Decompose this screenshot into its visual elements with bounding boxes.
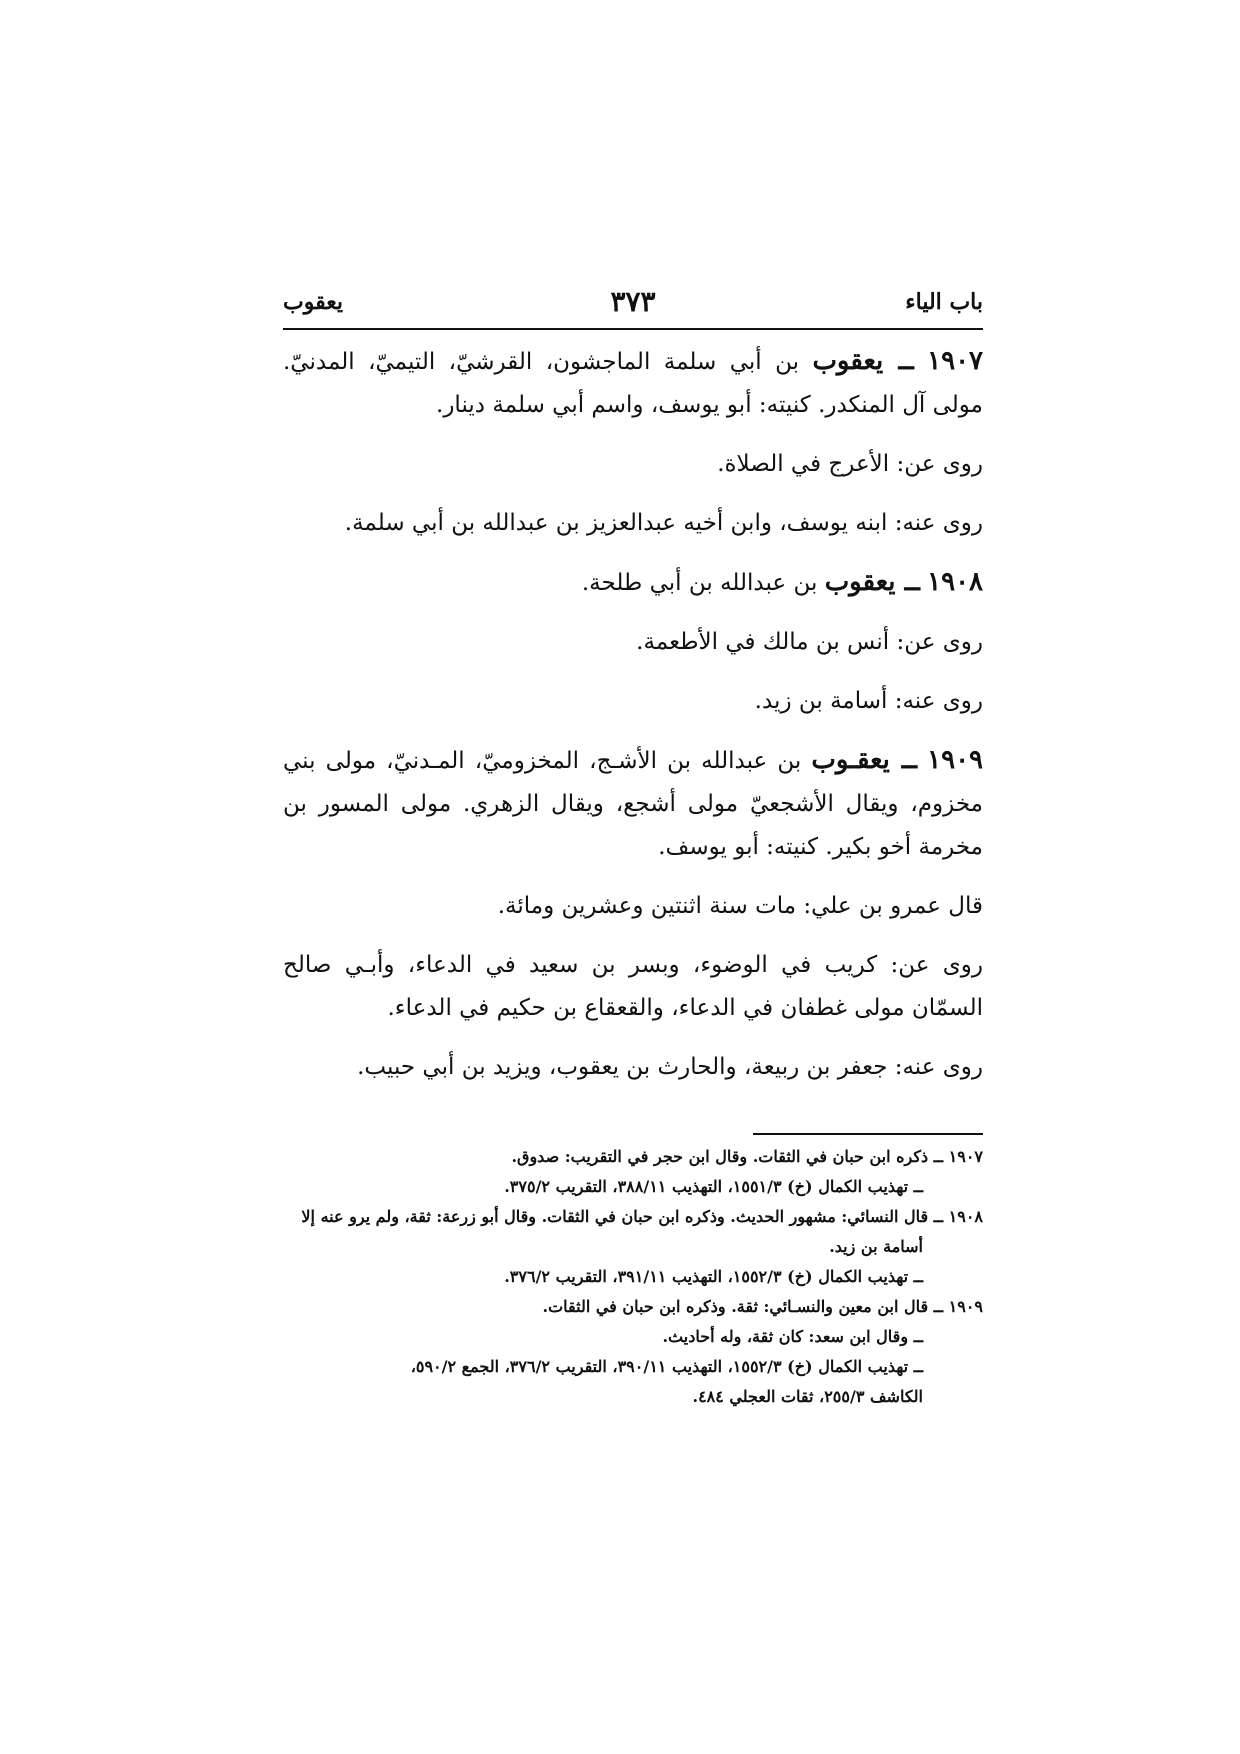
entry-number: ١٩٠٩ [927,745,984,775]
footnotes [283,1142,983,1412]
footnote-1907-line: ١٩٠٧ ــ ذكره ابن حبان في الثقات. وقال ابن حجر في التقريب: صدوق. [511,1147,983,1166]
entry-name: يعقوب [812,346,884,376]
footnote-1909-ref-cont: الكاشف ٢٥٥/٣، ثقات العجلي ٤٨٤. [692,1387,923,1406]
footnote-1908-line: ١٩٠٨ ــ قال النسائي: مشهور الحديث. وذكره ابن حبان في الثقات. وقال أبو زرعة: ثقة، ولم يرو عنه إلا [301,1207,983,1226]
entry-1909-rawa-an: روى عن: كريب في الوضوء، وبسر بن سعيد في الدعاء، وأبـي صالح السمّان مولى غطفان في الدعاء، والقعقاع بن حكيم في الدعاء. [283,952,983,1021]
entry-1907-rawa-anhu: روى عنه: ابنه يوسف، وابن أخيه عبدالعزيز بن عبدالله بن أبي سلمة. [344,510,983,536]
entry-1909 [283,739,983,869]
main-text [283,340,983,1105]
chapter-title: باب الياء [905,289,983,315]
running-entry-name: يعقوب [283,289,343,315]
entry-1909-rawa-anhu: روى عنه: جعفر بن ربيعة، والحارث بن يعقوب، ويزيد بن أبي حبيب. [357,1054,983,1080]
entry-text: بن أبي سلمة الماجشون، القرشيّ، التيميّ، المدنيّ. مولى آل المنكدر. كنيته: أبو يوسف، واسم أبي سلمة دينار. [283,349,983,418]
book-page [283,0,983,1754]
entry-name: يعقـوب [811,745,890,775]
footnote-1907-ref: ــ تهذيب الكمال (خ) ١٥٥١/٣، التهذيب ٣٨٨/١١، التقريب ٣٧٥/٢. [504,1177,923,1196]
running-header [283,285,983,325]
entry-1907-rawa-an: روى عن: الأعرج في الصلاة. [717,451,983,477]
footnote-1908-ref: ــ تهذيب الكمال (خ) ١٥٥٢/٣، التهذيب ٣٩١/١١، التقريب ٣٧٦/٢. [504,1267,923,1286]
entry-1908 [283,561,983,605]
footnote-1909-note: ــ وقال ابن سعد: كان ثقة، وله أحاديث. [662,1327,923,1346]
entry-text: بن عبدالله بن الأشـج، المخزوميّ، المـدنيّ، مولى بني مخزوم، ويقال الأشجعيّ مولى أشجع، ويقال الزهري. مولى المسور بن مخرمة أخو بكير. كنيته: أبو يوسف. [283,748,983,860]
entry-number: ١٩٠٨ [927,567,983,597]
footnote-rule [753,1133,983,1135]
entry-name: يعقوب [824,567,896,597]
footnote-1908-cont: أسامة بن زيد. [829,1237,923,1256]
entry-1909-qala: قال عمرو بن علي: مات سنة اثنتين وعشرين ومائة. [497,893,983,919]
entry-number: ١٩٠٧ [927,346,983,376]
page-number: ٣٧٣ [610,285,656,318]
entry-1907 [283,340,983,427]
entry-dash: ــ [883,346,914,376]
footnote-1909-line: ١٩٠٩ ــ قال ابن معين والنسـائي: ثقة. وذكره ابن حبان في الثقات. [542,1297,983,1316]
entry-1908-rawa-anhu: روى عنه: أسامة بن زيد. [754,688,983,714]
entry-dash: ــ [895,567,920,597]
header-rule [283,328,983,330]
entry-text: بن عبدالله بن أبي طلحة. [581,570,818,596]
entry-1908-rawa-an: روى عن: أنس بن مالك في الأطعمة. [636,629,983,655]
entry-dash: ــ [889,745,918,775]
footnote-1909-ref: ــ تهذيب الكمال (خ) ١٥٥٢/٣، التهذيب ٣٩٠/١١، التقريب ٣٧٦/٢، الجمع ٥٩٠/٢، [410,1357,923,1376]
